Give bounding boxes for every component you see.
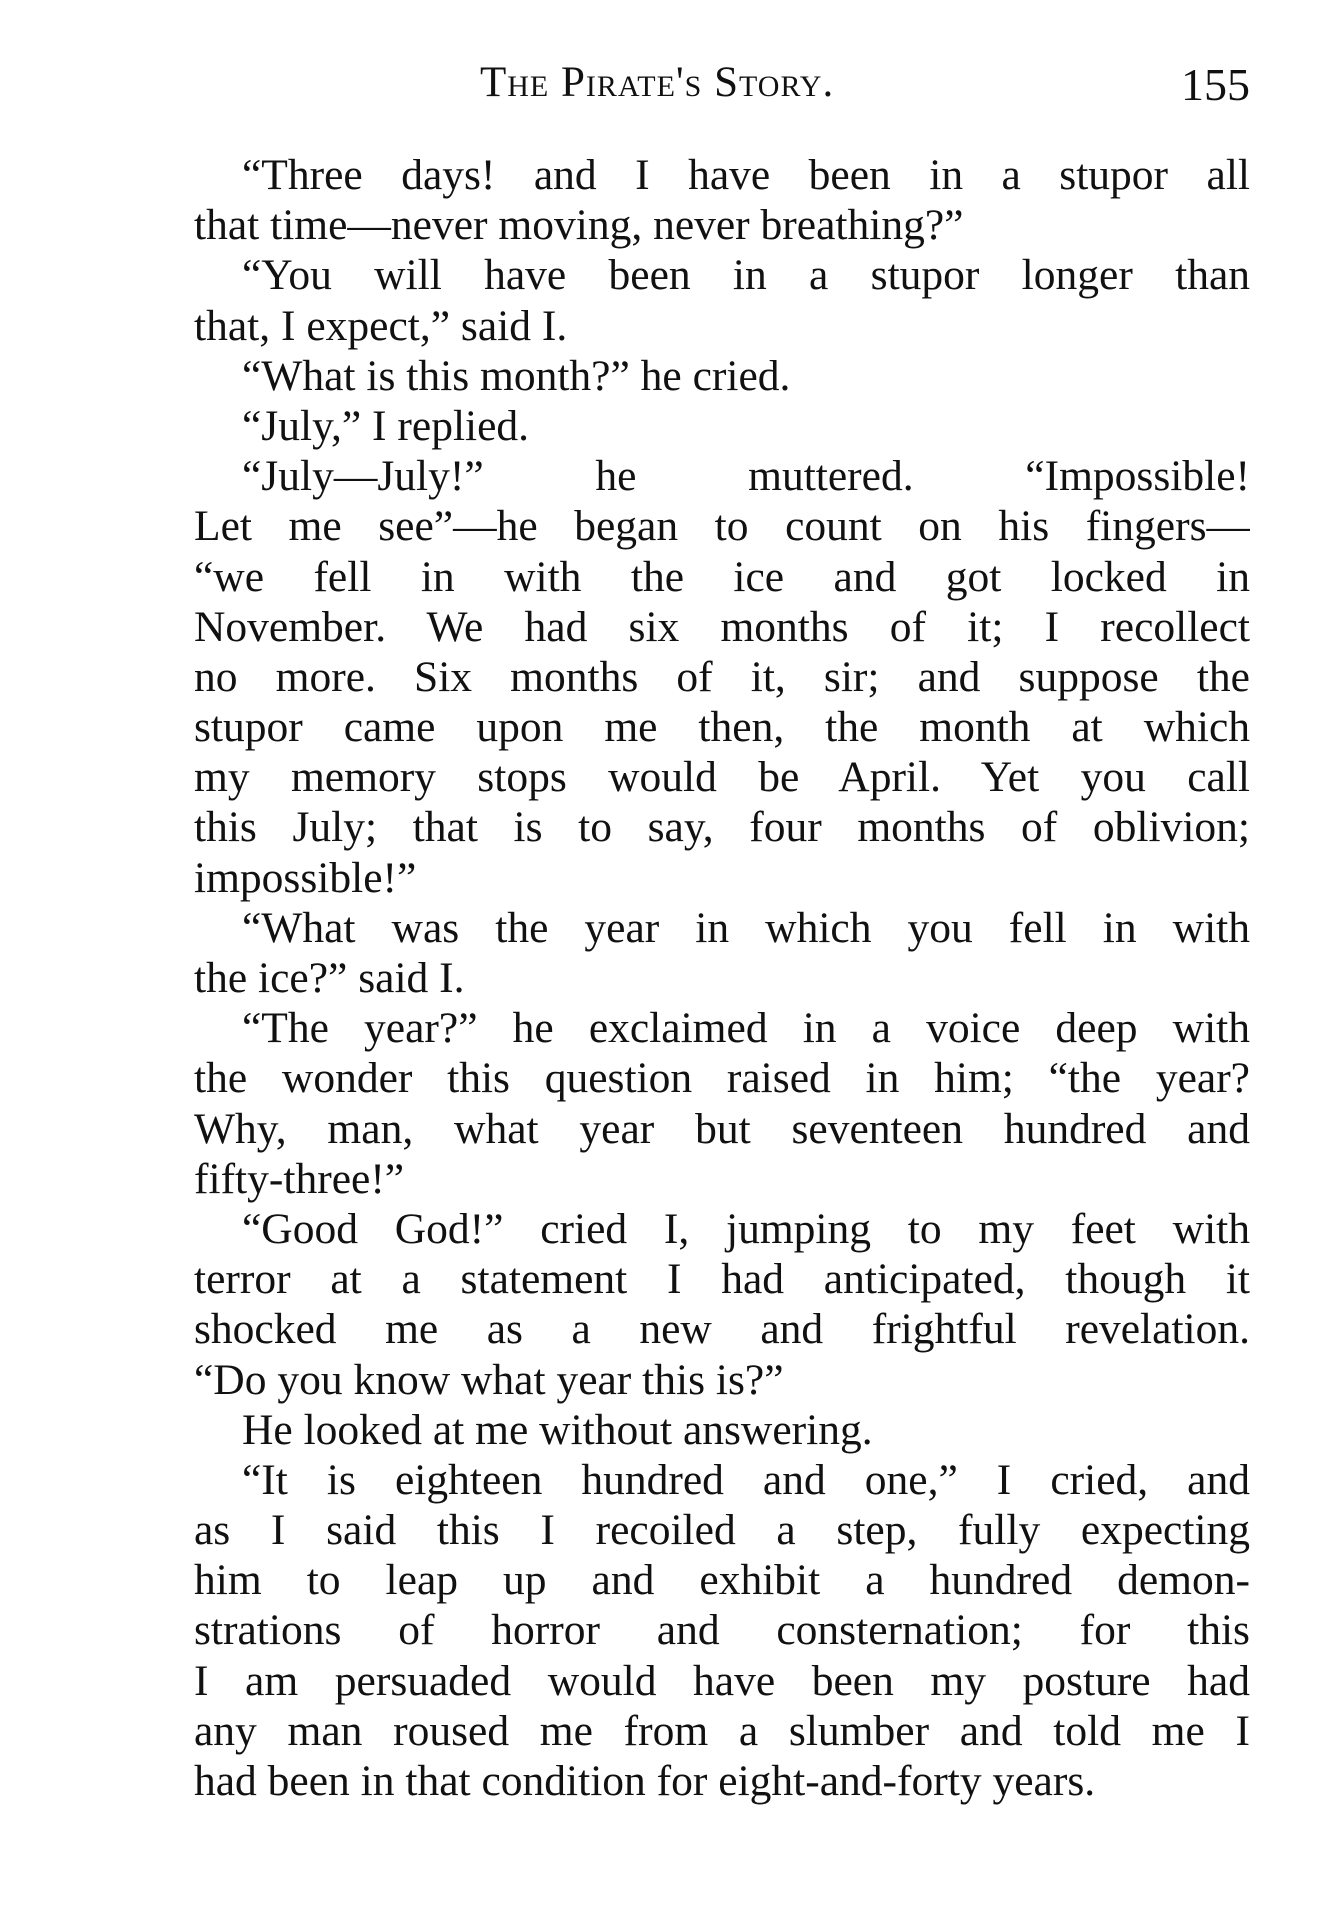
text-line: as I said this I recoiled a step, fully expecting	[194, 1506, 1250, 1555]
text-line: terror at a statement I had anticipated, though it	[194, 1255, 1250, 1304]
text-line: “You will have been in a stupor longer than	[242, 251, 1250, 300]
text-line: “What was the year in which you fell in with	[242, 903, 1250, 952]
text-line: Let me see”—he began to count on his fingers—	[194, 502, 1250, 551]
running-title: The Pirate's Story.	[480, 59, 835, 106]
text-line: I am persuaded would have been my posture had	[194, 1656, 1250, 1705]
text-line: shocked me as a new and frightful revelation.	[194, 1305, 1250, 1354]
text-line: “we fell in with the ice and got locked in	[194, 552, 1250, 601]
text-line: this July; that is to say, four months of oblivion;	[194, 803, 1250, 852]
text-line: the ice?” said I.	[194, 954, 465, 1002]
text-line: him to leap up and exhibit a hundred demon-	[194, 1556, 1250, 1605]
text-line: “The year?” he exclaimed in a voice deep with	[242, 1004, 1250, 1053]
page-number: 155	[1181, 59, 1250, 110]
text-line: “Three days! and I have been in a stupor all	[242, 151, 1250, 199]
text-line: that, I expect,” said I.	[194, 301, 568, 350]
text-line: “Do you know what year this is?”	[194, 1355, 784, 1404]
text-line: “July,” I replied.	[242, 401, 530, 450]
text-line: “It is eighteen hundred and one,” I cried, and	[242, 1455, 1250, 1504]
text-line: my memory stops would be April. Yet you call	[194, 753, 1250, 802]
text-line: that time—never moving, never breathing?”	[194, 201, 964, 250]
text-line: no more. Six months of it, sir; and suppose the	[194, 652, 1250, 701]
text-line: impossible!”	[194, 853, 417, 902]
text-line: had been in that condition for eight-and-forty years.	[194, 1757, 1096, 1805]
text-line: the wonder this question raised in him; “the year?	[194, 1054, 1250, 1103]
body-text	[194, 150, 1250, 1806]
text-line: “What is this month?” he cried.	[242, 351, 791, 400]
text-line: stupor came upon me then, the month at which	[194, 703, 1250, 752]
text-line: November. We had six months of it; I recollect	[194, 602, 1250, 651]
text-line: “July—July!” he muttered. “Impossible!	[242, 452, 1250, 501]
text-line: fifty-three!”	[194, 1154, 405, 1203]
text-line: strations of horror and consternation; for this	[194, 1606, 1250, 1655]
text-line: any man roused me from a slumber and told me I	[194, 1706, 1250, 1755]
text-line: He looked at me without answering.	[242, 1405, 873, 1454]
text-line: Why, man, what year but seventeen hundred and	[194, 1104, 1250, 1153]
running-header	[480, 58, 1250, 118]
text-line: “Good God!” cried I, jumping to my feet with	[242, 1204, 1250, 1253]
